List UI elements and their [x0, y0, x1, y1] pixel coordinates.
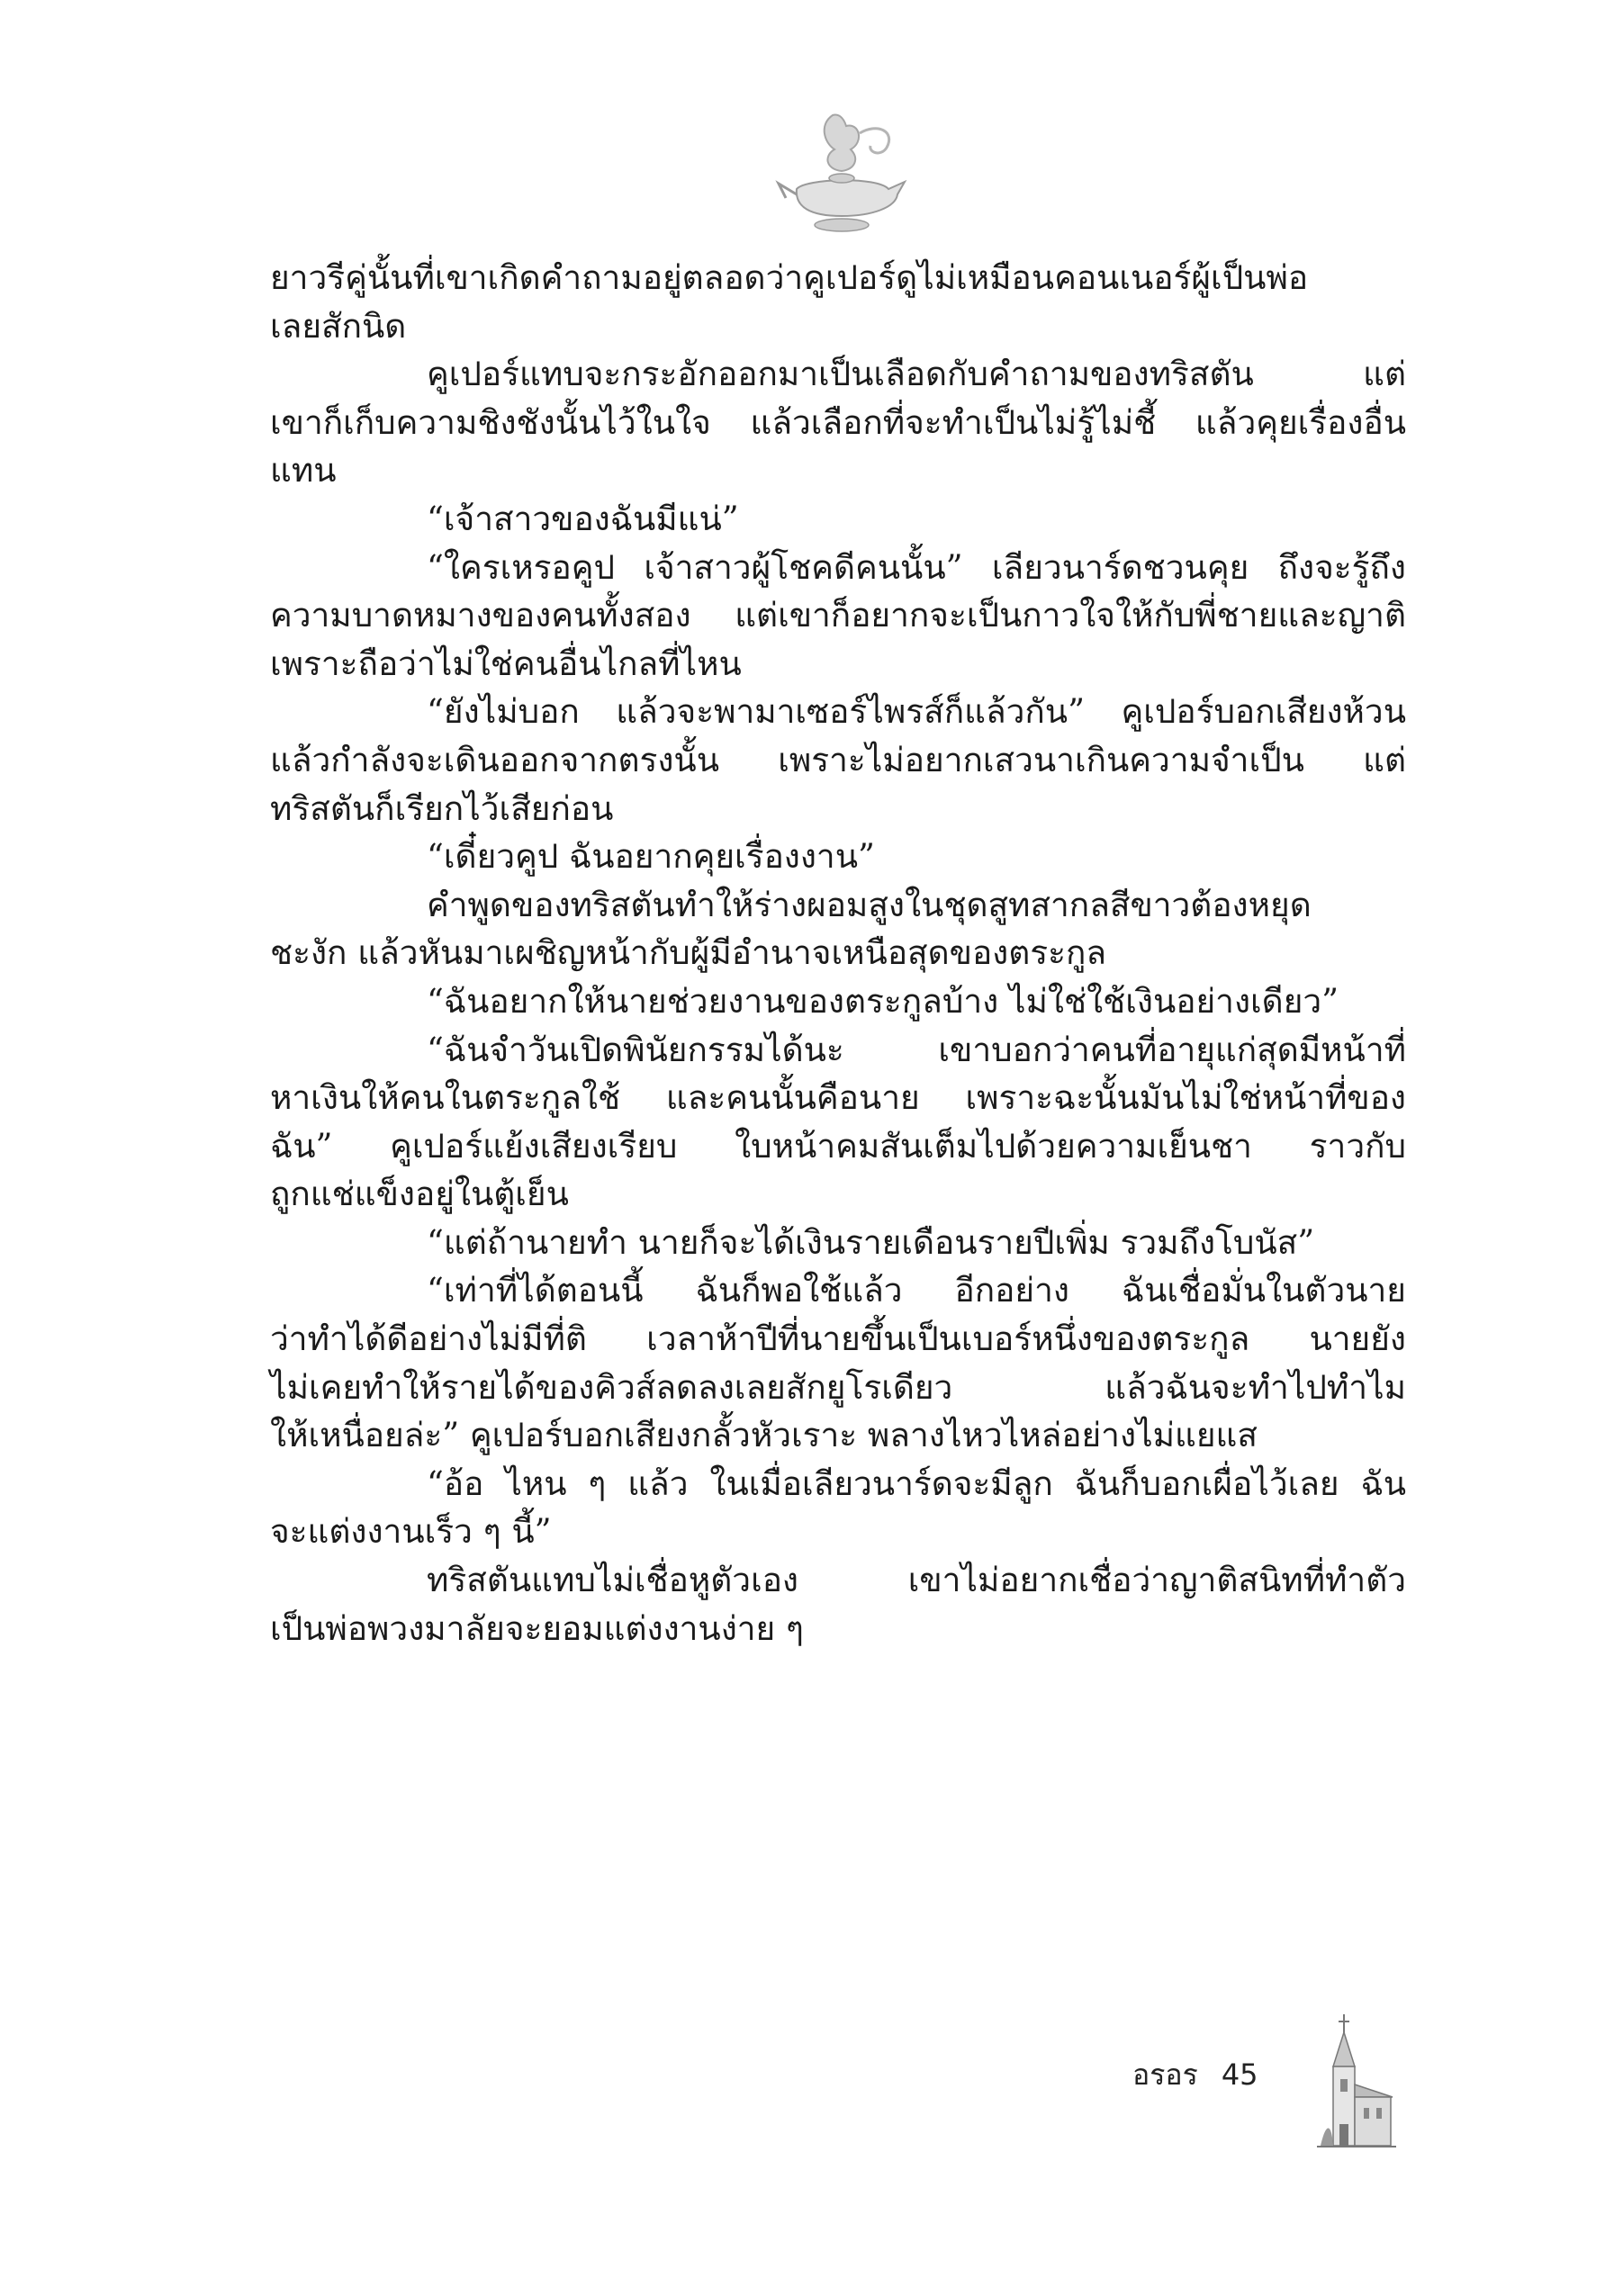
- text-line: “เดี๋ยวคูป ฉันอยากคุยเรื่องงาน”: [427, 837, 875, 877]
- page-footer: [1132, 2052, 1258, 2098]
- body-text: [270, 254, 1406, 1652]
- book-title: อรอร: [1132, 2057, 1198, 2092]
- text-line: “แต่ถ้านายทำ นายก็จะได้เงินรายเดือนรายปีเพิ่ม รวมถึงโบนัส”: [427, 1222, 1315, 1262]
- text-line: “ยังไม่บอก แล้วจะพามาเซอร์ไพรส์ก็แล้วกัน” คูเปอร์บอกเสียงห้วน: [427, 692, 1406, 732]
- text-line: แทน: [270, 451, 337, 491]
- text-line: คูเปอร์แทบจะกระอักออกมาเป็นเลือดกับคำถามของทริสตัน แต่: [427, 355, 1406, 394]
- text-line: ชะงัก แล้วหันมาเผชิญหน้ากับผู้มีอำนาจเหนือสุดของตระกูล: [270, 933, 1107, 973]
- text-line: “ฉันอยากให้นายช่วยงานของตระกูลบ้าง ไม่ใช่ใช้เงินอย่างเดียว”: [427, 981, 1339, 1021]
- text-line: ไม่เคยทำให้รายได้ของคิวส์ลดลงเลยสักยูโรเดียว แล้วฉันจะทำไปทำไม: [270, 1367, 1406, 1407]
- text-line: ถูกแช่แข็งอยู่ในตู้เย็น: [270, 1175, 569, 1214]
- text-line: “เท่าที่ได้ตอนนี้ ฉันก็พอใช้แล้ว อีกอย่าง ฉันเชื่อมั่นในตัวนาย: [427, 1271, 1406, 1310]
- text-line: จะแต่งงานเร็ว ๆ นี้”: [270, 1512, 552, 1552]
- text-line: “ฉันจำวันเปิดพินัยกรรมได้นะ เขาบอกว่าคนที่อายุแก่สุดมีหน้าที่: [427, 1030, 1406, 1069]
- text-line: “อ้อ ไหน ๆ แล้ว ในเมื่อเลียวนาร์ดจะมีลูก ฉันก็บอกเผื่อไว้เลย ฉัน: [427, 1463, 1406, 1503]
- text-line: หาเงินให้คนในตระกูลใช้ และคนนั้นคือนาย เพราะฉะนั้นมันไม่ใช่หน้าที่ของ: [270, 1078, 1406, 1118]
- text-line: “ใครเหรอคูป เจ้าสาวผู้โชคดีคนนั้น” เลียวนาร์ดชวนคุย ถึงจะรู้ถึง: [427, 547, 1406, 587]
- text-line: เขาก็เก็บความชิงชังนั้นไว้ในใจ แล้วเลือกที่จะทำเป็นไม่รู้ไม่ชี้ แล้วคุยเรื่องอื่น: [270, 402, 1406, 442]
- text-line: เพราะถือว่าไม่ใช่คนอื่นไกลที่ไหน: [270, 644, 742, 683]
- page-number: 45: [1221, 2057, 1258, 2092]
- text-line: เป็นพ่อพวงมาลัยจะยอมแต่งงานง่าย ๆ: [270, 1608, 804, 1648]
- text-line: ฉัน” คูเปอร์แย้งเสียงเรียบ ใบหน้าคมสันเต็มไปด้วยความเย็นชา ราวกับ: [270, 1126, 1406, 1166]
- text-line: ให้เหนื่อยล่ะ” คูเปอร์บอกเสียงกลั้วหัวเราะ พลางไหวไหล่อย่างไม่แยแส: [270, 1416, 1258, 1455]
- text-line: ทริสตันก็เรียกไว้เสียก่อน: [270, 788, 614, 828]
- text-line: ทริสตันแทบไม่เชื่อหูตัวเอง เขาไม่อยากเชื่อว่าญาติสนิทที่ทำตัว: [427, 1561, 1406, 1600]
- text-line: เลยสักนิด: [270, 306, 407, 346]
- genie-lamp-icon: [770, 106, 914, 241]
- text-line: “เจ้าสาวของฉันมีแน่”: [427, 499, 739, 538]
- text-line: ความบาดหมางของคนทั้งสอง แต่เขาก็อยากจะเป็นกาวใจให้กับพี่ชายและญาติ: [270, 596, 1406, 635]
- text-line: คำพูดของทริสตันทำให้ร่างผอมสูงในชุดสูทสากลสีขาวต้องหยุด: [427, 885, 1312, 924]
- text-line: ว่าทำได้ดีอย่างไม่มีที่ติ เวลาห้าปีที่นายขึ้นเป็นเบอร์หนึ่งของตระกูล นายยัง: [270, 1319, 1406, 1359]
- text-line: ยาวรีคู่นั้นที่เขาเกิดคำถามอยู่ตลอดว่าคูเปอร์ดูไม่เหมือนคอนเนอร์ผู้เป็นพ่อ: [270, 258, 1309, 297]
- text-line: แล้วกำลังจะเดินออกจากตรงนั้น เพราะไม่อยากเสวนาเกินความจำเป็น แต่: [270, 740, 1406, 779]
- church-icon: [1317, 2014, 1396, 2149]
